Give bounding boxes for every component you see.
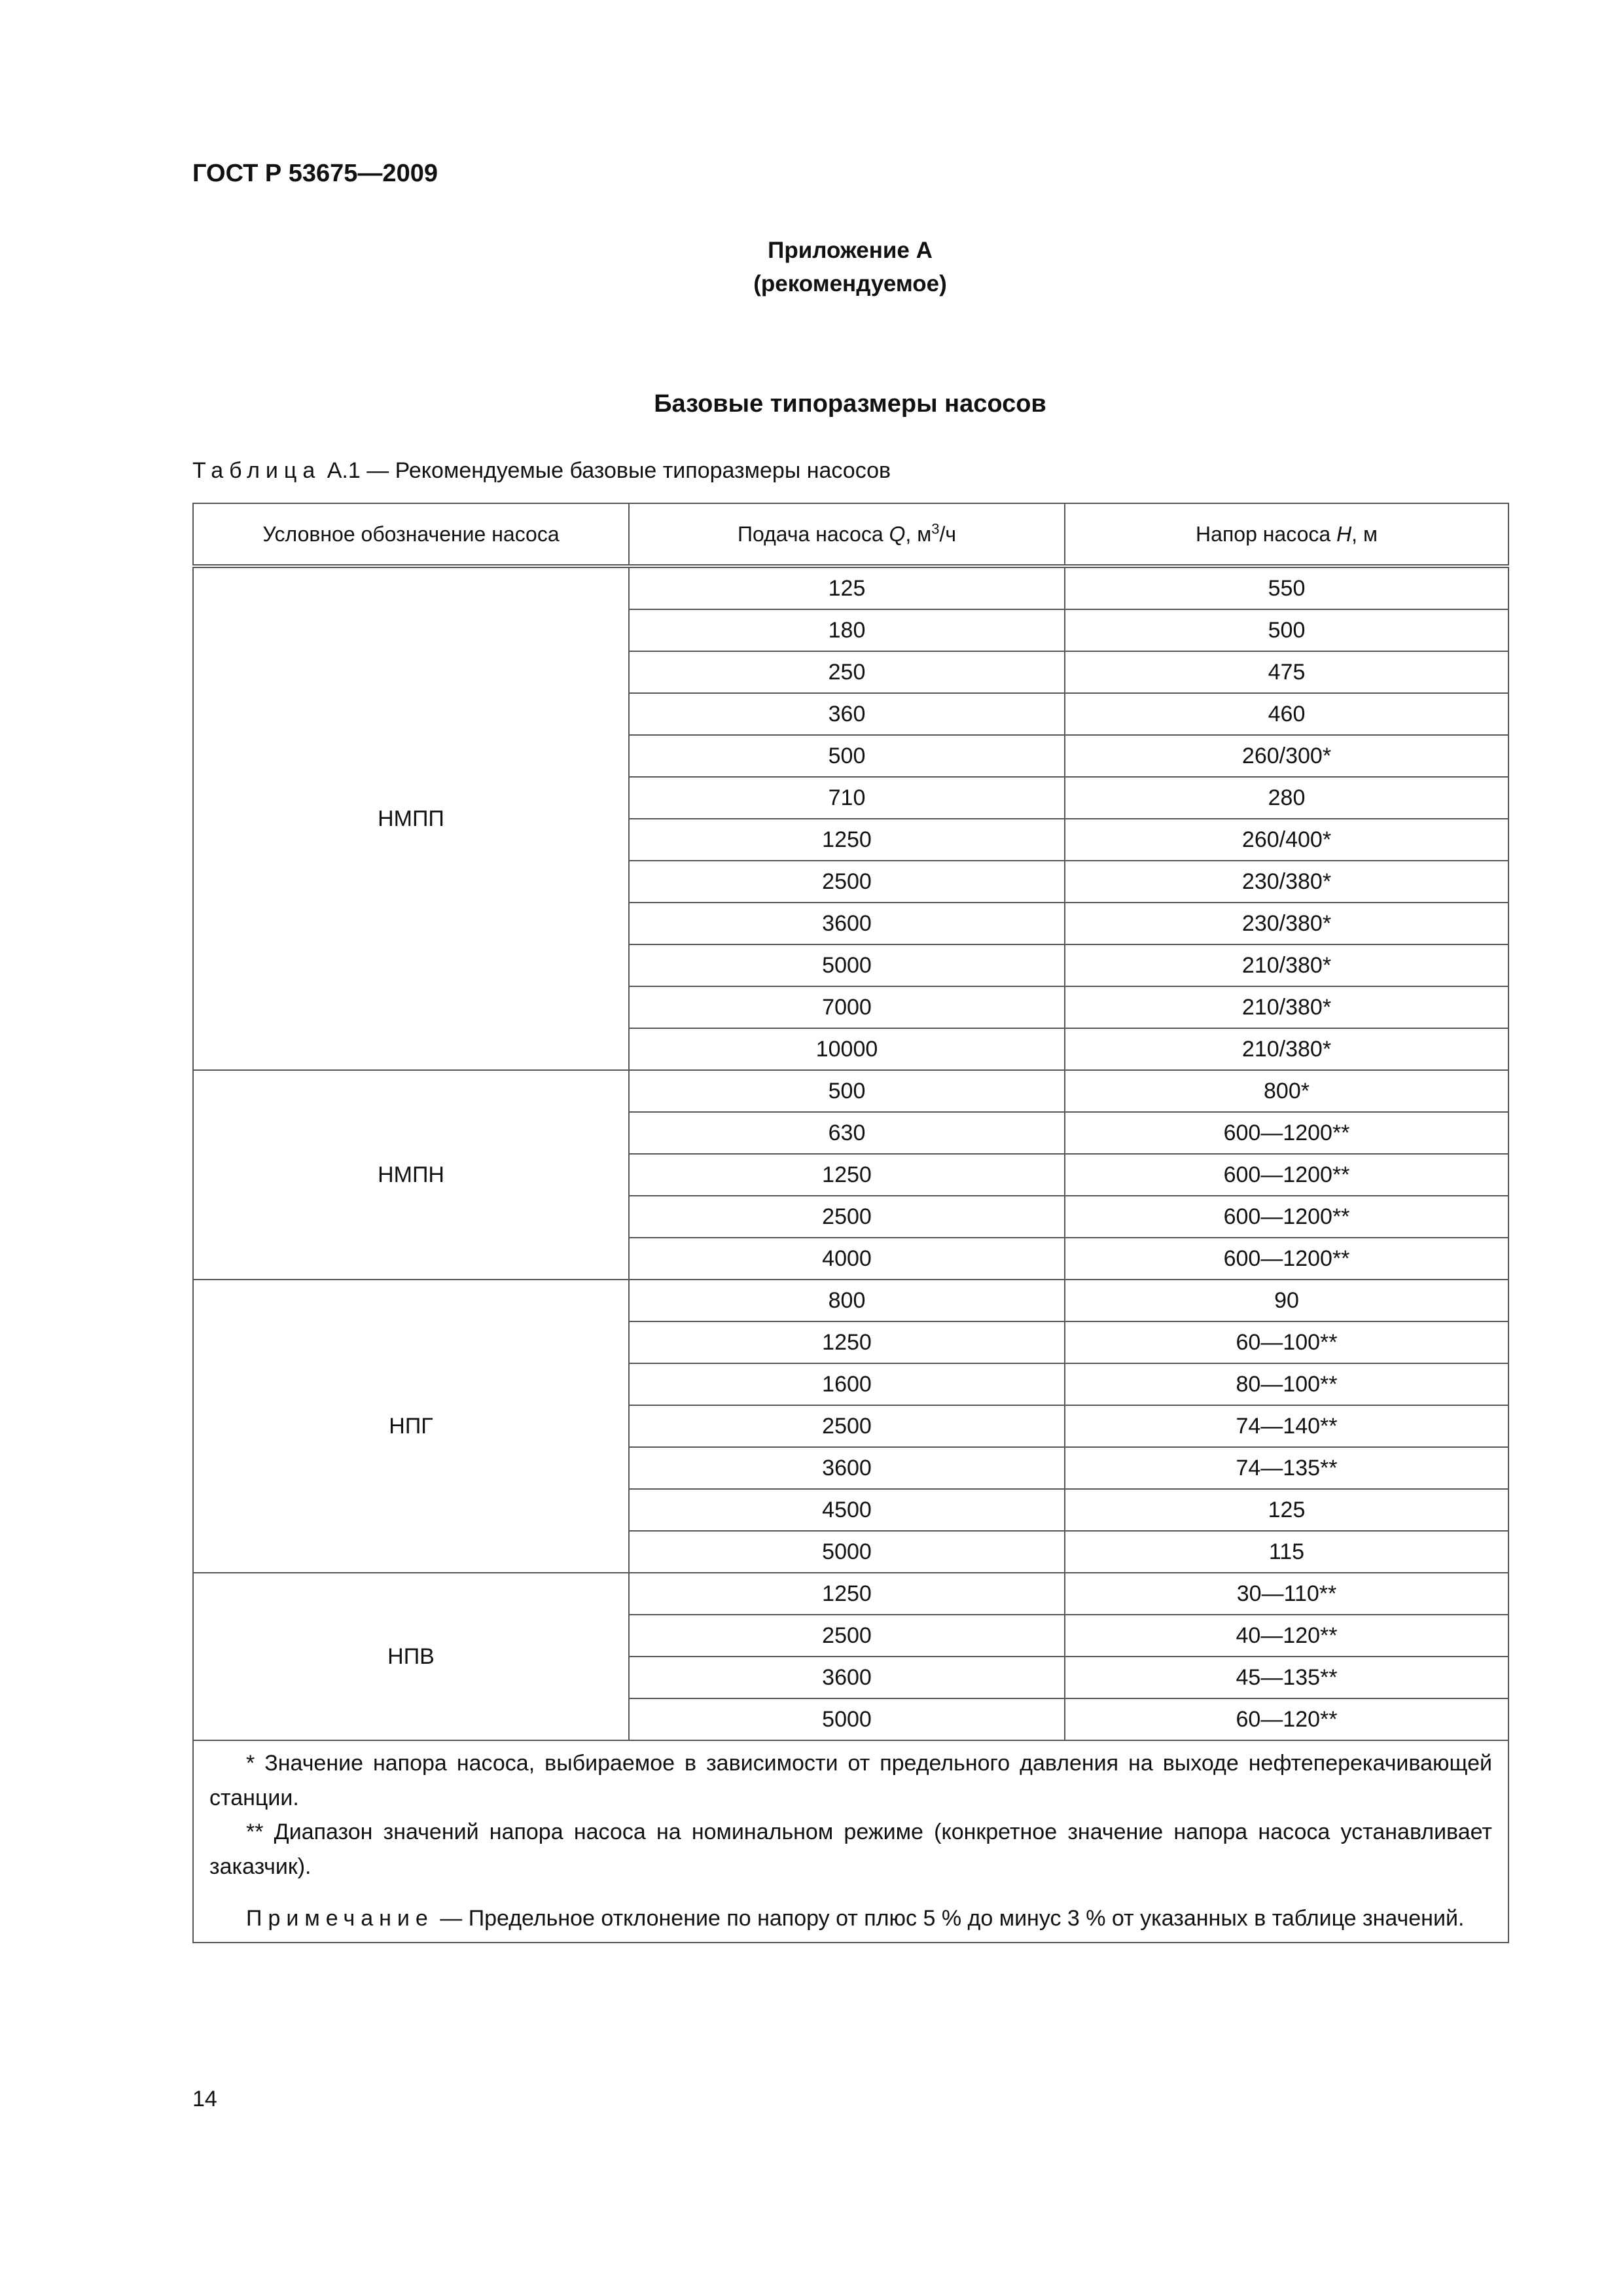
head-cell: 500 xyxy=(1065,609,1508,651)
standard-code: ГОСТ Р 53675—2009 xyxy=(192,160,438,187)
head-cell: 74—140** xyxy=(1065,1405,1508,1447)
flow-cell: 1250 xyxy=(629,819,1065,861)
table-caption-label: Таблица xyxy=(192,458,321,483)
header-flow-suffix: /ч xyxy=(939,522,956,546)
header-flow-var: Q xyxy=(889,522,906,546)
flow-cell: 3600 xyxy=(629,1447,1065,1489)
table-body xyxy=(193,566,1508,1740)
appendix-heading xyxy=(0,234,1623,301)
flow-cell: 250 xyxy=(629,651,1065,693)
flow-cell: 1600 xyxy=(629,1363,1065,1405)
flow-cell: 2500 xyxy=(629,861,1065,903)
head-cell: 600—1200** xyxy=(1065,1238,1508,1280)
appendix-status: (рекомендуемое) xyxy=(753,270,947,296)
head-cell: 260/300* xyxy=(1065,735,1508,777)
table-header-row xyxy=(193,503,1508,566)
head-cell: 125 xyxy=(1065,1489,1508,1531)
pump-code-cell: НПВ xyxy=(193,1573,629,1740)
flow-cell: 3600 xyxy=(629,903,1065,944)
head-cell: 210/380* xyxy=(1065,944,1508,986)
flow-cell: 3600 xyxy=(629,1657,1065,1698)
flow-cell: 710 xyxy=(629,777,1065,819)
flow-cell: 4000 xyxy=(629,1238,1065,1280)
header-pump-designation: Условное обозначение насоса xyxy=(193,503,629,566)
head-cell: 90 xyxy=(1065,1280,1508,1321)
header-head-prefix: Напор насоса xyxy=(1196,522,1337,546)
head-cell: 460 xyxy=(1065,693,1508,735)
head-cell: 74—135** xyxy=(1065,1447,1508,1489)
pump-code-cell: НПГ xyxy=(193,1280,629,1573)
pump-sizes-table xyxy=(192,503,1509,1943)
head-cell: 210/380* xyxy=(1065,986,1508,1028)
head-cell: 60—120** xyxy=(1065,1698,1508,1740)
table-caption-title: А.1 — Рекомендуемые базовые типоразмеры насосов xyxy=(321,458,891,483)
head-cell: 600—1200** xyxy=(1065,1196,1508,1238)
table-notes xyxy=(193,1740,1508,1943)
head-cell: 45—135** xyxy=(1065,1657,1508,1698)
header-head-var: H xyxy=(1336,522,1352,546)
header-flow-prefix: Подача насоса xyxy=(737,522,889,546)
head-cell: 260/400* xyxy=(1065,819,1508,861)
head-cell: 550 xyxy=(1065,566,1508,609)
head-cell: 230/380* xyxy=(1065,861,1508,903)
head-cell: 600—1200** xyxy=(1065,1112,1508,1154)
flow-cell: 5000 xyxy=(629,1531,1065,1573)
table-row xyxy=(193,1070,1508,1112)
header-head xyxy=(1065,503,1508,566)
header-flow-sup: 3 xyxy=(931,520,940,537)
flow-cell: 2500 xyxy=(629,1196,1065,1238)
footnote-2: ** Диапазон значений напора насоса на номинальном режиме (конкретное значение напора насоса устанавливает заказчик). xyxy=(209,1820,1492,1880)
table-row xyxy=(193,1280,1508,1321)
flow-cell: 1250 xyxy=(629,1154,1065,1196)
flow-cell: 1250 xyxy=(629,1321,1065,1363)
table-note xyxy=(209,1901,1492,1936)
head-cell: 230/380* xyxy=(1065,903,1508,944)
head-cell: 115 xyxy=(1065,1531,1508,1573)
table-notes-row xyxy=(193,1740,1508,1943)
flow-cell: 125 xyxy=(629,566,1065,609)
head-cell: 40—120** xyxy=(1065,1615,1508,1657)
header-head-suffix: , м xyxy=(1351,522,1378,546)
flow-cell: 1250 xyxy=(629,1573,1065,1615)
flow-cell: 10000 xyxy=(629,1028,1065,1070)
flow-cell: 2500 xyxy=(629,1405,1065,1447)
flow-cell: 360 xyxy=(629,693,1065,735)
head-cell: 30—110** xyxy=(1065,1573,1508,1615)
flow-cell: 500 xyxy=(629,735,1065,777)
flow-cell: 2500 xyxy=(629,1615,1065,1657)
head-cell: 60—100** xyxy=(1065,1321,1508,1363)
header-flow-unit: , м xyxy=(905,522,932,546)
flow-cell: 7000 xyxy=(629,986,1065,1028)
flow-cell: 500 xyxy=(629,1070,1065,1112)
footnote-1: * Значение напора насоса, выбираемое в зависимости от предельного давления на выходе нефтеперекачивающей станции. xyxy=(209,1751,1492,1810)
head-cell: 210/380* xyxy=(1065,1028,1508,1070)
pump-code-cell: НМПП xyxy=(193,566,629,1070)
head-cell: 280 xyxy=(1065,777,1508,819)
flow-cell: 5000 xyxy=(629,944,1065,986)
table-note-label: Примечание xyxy=(246,1905,434,1931)
flow-cell: 5000 xyxy=(629,1698,1065,1740)
flow-cell: 180 xyxy=(629,609,1065,651)
table-caption xyxy=(192,458,891,484)
appendix-title: Приложение А xyxy=(768,238,933,263)
flow-cell: 4500 xyxy=(629,1489,1065,1531)
head-cell: 475 xyxy=(1065,651,1508,693)
header-flow-rate xyxy=(629,503,1065,566)
page-number: 14 xyxy=(192,2087,217,2111)
table-note-text: — Предельное отклонение по напору от плюс 5 % до минус 3 % от указанных в таблице значений. xyxy=(433,1905,1465,1931)
head-cell: 600—1200** xyxy=(1065,1154,1508,1196)
head-cell: 800* xyxy=(1065,1070,1508,1112)
head-cell: 80—100** xyxy=(1065,1363,1508,1405)
table-row xyxy=(193,1573,1508,1615)
section-title: Базовые типоразмеры насосов xyxy=(654,390,1046,418)
flow-cell: 800 xyxy=(629,1280,1065,1321)
pump-code-cell: НМПН xyxy=(193,1070,629,1280)
table-row xyxy=(193,566,1508,609)
flow-cell: 630 xyxy=(629,1112,1065,1154)
